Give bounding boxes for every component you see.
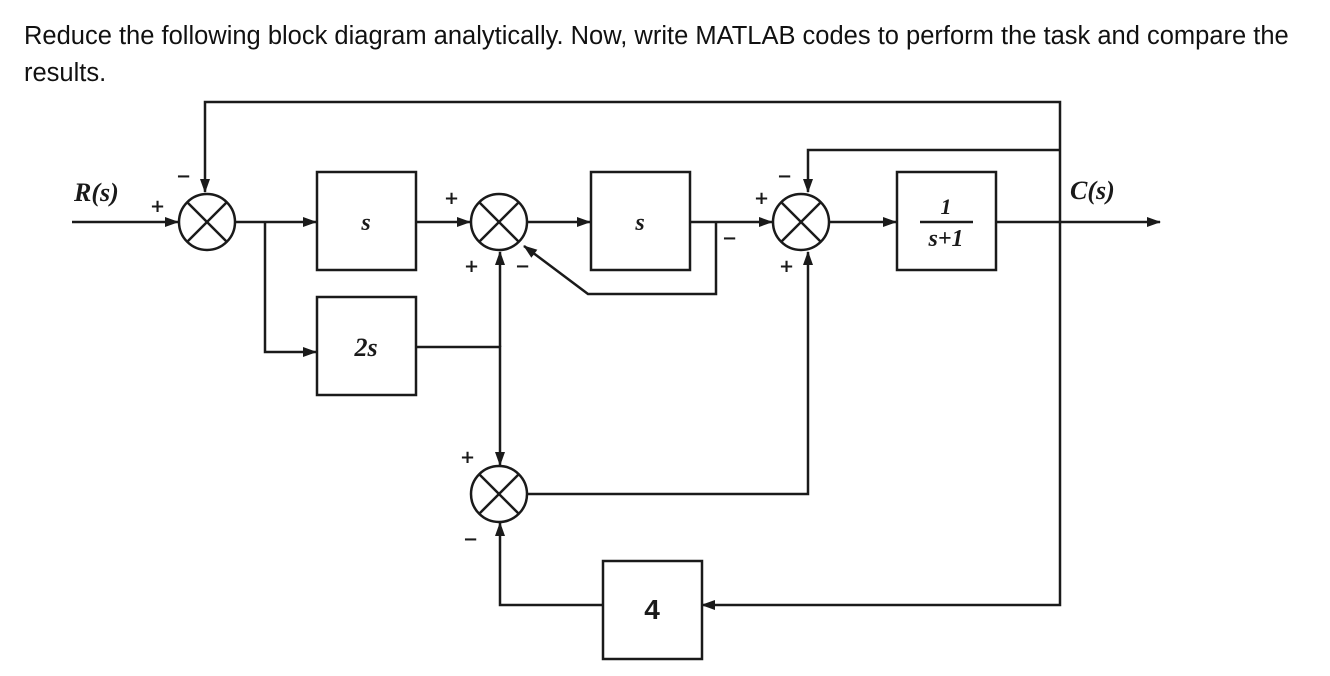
h-feedback-line — [702, 222, 1060, 605]
g2-label: 2s — [354, 333, 378, 362]
branch-to-g2-line — [265, 222, 316, 352]
summing-junction-4 — [471, 466, 527, 522]
sj3-top-sign: − — [777, 166, 793, 187]
sj1-feedback-sign: − — [176, 166, 192, 187]
sj1-input-sign: + — [150, 196, 166, 217]
sj3-minor-sign: − — [722, 228, 738, 249]
question-text: Reduce the following block diagram analytically. Now, write MATLAB codes to perform the task and compare the results. — [24, 22, 1289, 87]
g1-label: s — [361, 210, 371, 236]
sj3-left-sign: + — [754, 188, 770, 209]
summing-junction-1 — [179, 194, 235, 250]
h-label: 4 — [644, 594, 660, 625]
sj4-bottom-sign: − — [463, 529, 479, 550]
g3-label: s — [635, 210, 645, 236]
sj2-bottom-right-sign: − — [515, 256, 531, 277]
output-label: C(s) — [1070, 176, 1115, 205]
h-to-sj4-line — [500, 523, 603, 605]
sj4-to-sj3-line — [528, 252, 808, 494]
sj4-top-sign: + — [460, 447, 476, 468]
input-label: R(s) — [74, 178, 119, 207]
sj2-bottom-left-sign: + — [464, 256, 480, 277]
summing-junction-3 — [773, 194, 829, 250]
sj3-bottom-sign: + — [779, 256, 795, 277]
sj2-top-sign: + — [444, 188, 460, 209]
summing-junction-2 — [471, 194, 527, 250]
g4-numerator: 1 — [940, 194, 952, 219]
g2-to-sj4-line — [416, 347, 500, 465]
g4-denominator: s+1 — [928, 226, 964, 252]
